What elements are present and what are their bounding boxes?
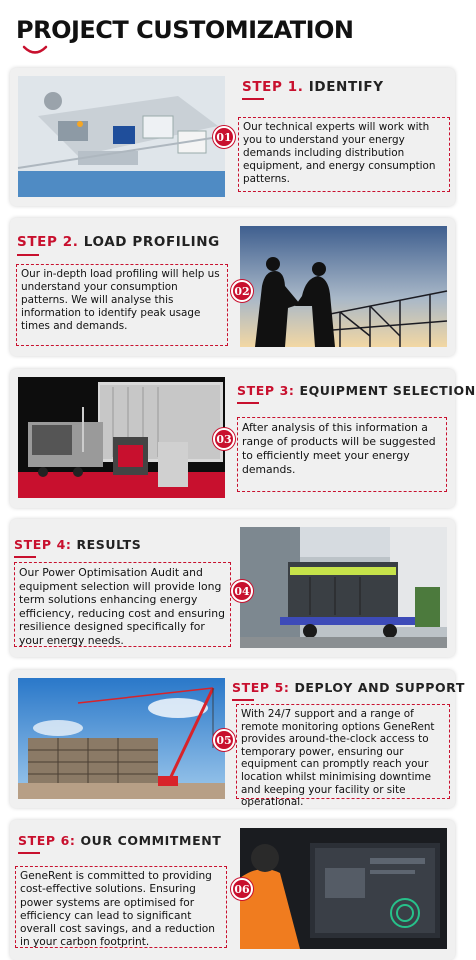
step-description: GeneRent is committed to providing cost-effective solutions. Ensuring power systems are optimised for efficiency can lead to significant overall cost savings, and a reduction in your carbon footprint. bbox=[15, 866, 227, 948]
step-card-6 bbox=[10, 820, 455, 960]
step-badge: 05 bbox=[213, 729, 235, 751]
heading-underline bbox=[242, 98, 264, 100]
step-heading bbox=[14, 537, 141, 552]
step-description: After analysis of this information a range of products will be suggested to efficiently meet your energy demands. bbox=[237, 417, 447, 492]
step-number: STEP 3: bbox=[237, 383, 295, 398]
step-number: STEP 2. bbox=[17, 234, 79, 250]
step-heading bbox=[242, 79, 384, 95]
step-badge: 06 bbox=[231, 878, 253, 900]
step-description: Our technical experts will work with you to understand your energy demands including distribution equipment, and energy consumption patterns. bbox=[238, 117, 450, 192]
generator-equipment-image bbox=[18, 377, 225, 498]
step-heading bbox=[237, 383, 476, 398]
step-heading bbox=[232, 680, 465, 695]
step-number: STEP 6: bbox=[18, 833, 76, 848]
step-description: With 24/7 support and a range of remote monitoring options GeneRent provides around-the-clock access to temporary power, ensuring our equipment can promptly reach your location whilst minimising downtime and keeping your facility or site operational. bbox=[236, 704, 450, 799]
step-badge: 02 bbox=[231, 280, 253, 302]
heading-underline bbox=[14, 556, 36, 558]
step-number: STEP 1. bbox=[242, 79, 304, 95]
heading-underline bbox=[232, 699, 254, 701]
step-label: LOAD PROFILING bbox=[83, 234, 220, 250]
step-number: STEP 4: bbox=[14, 537, 72, 552]
step-badge: 04 bbox=[231, 580, 253, 602]
step-description: Our in-depth load profiling will help us understand your consumption patterns. We will analyse this information to identify peak usage times and demands. bbox=[16, 264, 228, 346]
step-label: RESULTS bbox=[76, 537, 142, 552]
step-card-3 bbox=[10, 369, 476, 508]
industrial-plant-image bbox=[18, 76, 225, 197]
engineers-handshake-image bbox=[240, 226, 447, 347]
step-heading bbox=[18, 833, 221, 848]
title-smile-icon bbox=[22, 44, 48, 58]
step-label: OUR COMMITMENT bbox=[80, 833, 222, 848]
step-label: EQUIPMENT SELECTION bbox=[299, 383, 476, 398]
page-title: PROJECT CUSTOMIZATION bbox=[16, 16, 354, 44]
step-badge: 01 bbox=[213, 126, 235, 148]
heading-underline bbox=[17, 254, 39, 256]
step-heading bbox=[17, 234, 220, 250]
step-card-1 bbox=[10, 68, 455, 206]
step-card-5 bbox=[10, 670, 465, 809]
step-card-4 bbox=[10, 519, 455, 657]
heading-underline bbox=[18, 852, 40, 854]
truck-generator-image bbox=[240, 527, 447, 648]
step-label: DEPLOY AND SUPPORT bbox=[294, 680, 465, 695]
construction-site-image bbox=[18, 678, 225, 799]
monitoring-screen-image bbox=[240, 828, 447, 949]
step-label: IDENTIFY bbox=[308, 79, 384, 95]
step-number: STEP 5: bbox=[232, 680, 290, 695]
heading-underline bbox=[237, 402, 259, 404]
step-card-2 bbox=[10, 218, 455, 356]
step-description: Our Power Optimisation Audit and equipment selection will provide long term solutions enhancing energy efficiency, reducing cost and ensuring resilience designed specifically for your energy needs. bbox=[14, 562, 231, 647]
step-badge: 03 bbox=[213, 428, 235, 450]
